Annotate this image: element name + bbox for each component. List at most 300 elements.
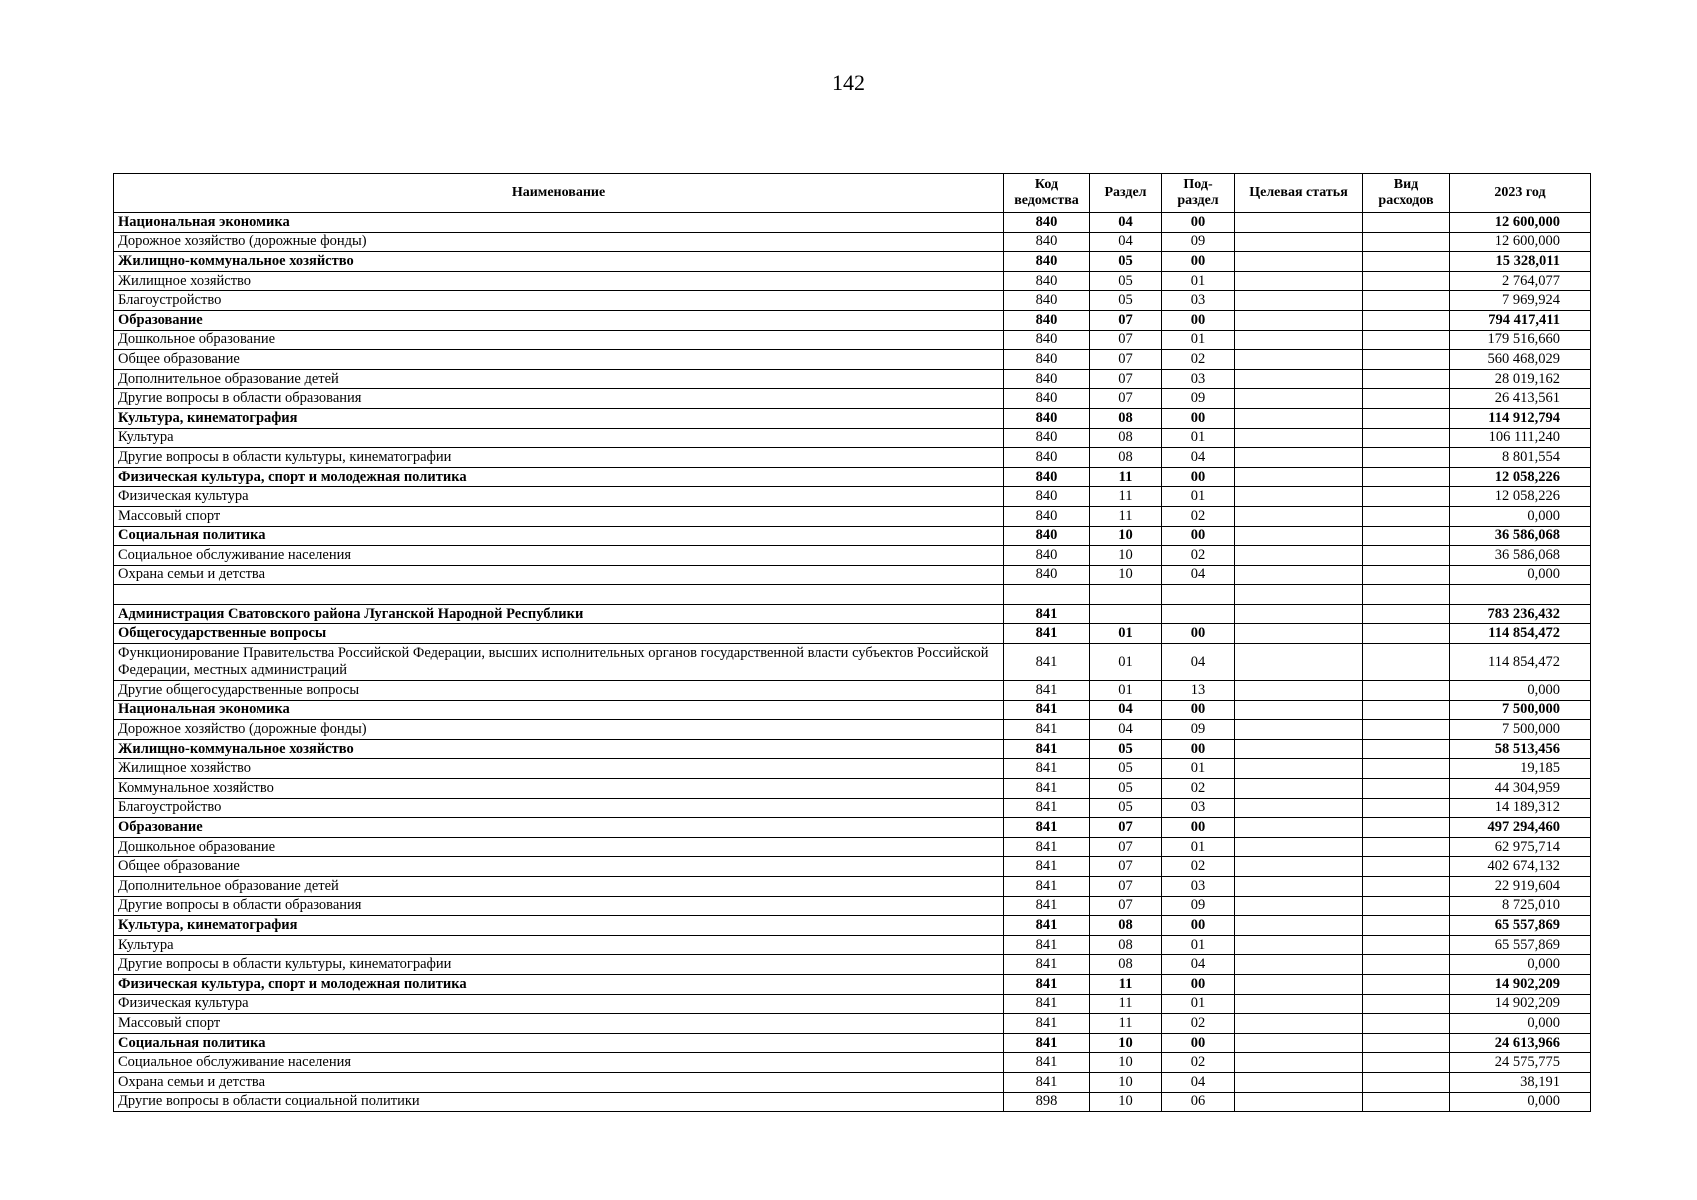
cell-subsection: 00: [1162, 252, 1235, 272]
cell-amount: 12 058,226: [1450, 487, 1591, 507]
cell-expense-type: [1363, 448, 1450, 468]
cell-name: Жилищно-коммунальное хозяйство: [114, 739, 1004, 759]
table-row: [114, 681, 1591, 701]
cell-subsection: 04: [1162, 1072, 1235, 1092]
cell-expense-type: [1363, 526, 1450, 546]
cell-dept-code: 840: [1004, 546, 1090, 566]
table-row: [114, 1072, 1591, 1092]
cell-expense-type: [1363, 1092, 1450, 1112]
cell-dept-code: [1004, 585, 1090, 605]
cell-target-article: [1235, 408, 1363, 428]
cell-target-article: [1235, 644, 1363, 681]
cell-dept-code: 840: [1004, 330, 1090, 350]
table-row: [114, 369, 1591, 389]
table-row: [114, 877, 1591, 897]
cell-subsection: 00: [1162, 739, 1235, 759]
table-row: [114, 916, 1591, 936]
cell-target-article: [1235, 232, 1363, 252]
cell-section: 11: [1090, 974, 1162, 994]
cell-dept-code: 841: [1004, 818, 1090, 838]
cell-expense-type: [1363, 681, 1450, 701]
cell-section: 04: [1090, 213, 1162, 233]
table-row: [114, 739, 1591, 759]
cell-section: 10: [1090, 1053, 1162, 1073]
cell-expense-type: [1363, 546, 1450, 566]
cell-expense-type: [1363, 994, 1450, 1014]
cell-section: 11: [1090, 467, 1162, 487]
cell-target-article: [1235, 739, 1363, 759]
cell-amount: 114 854,472: [1450, 644, 1591, 681]
cell-section: 08: [1090, 448, 1162, 468]
cell-section: 01: [1090, 681, 1162, 701]
cell-dept-code: 841: [1004, 877, 1090, 897]
cell-dept-code: 840: [1004, 350, 1090, 370]
cell-subsection: 02: [1162, 1014, 1235, 1034]
cell-dept-code: 841: [1004, 681, 1090, 701]
cell-dept-code: 840: [1004, 526, 1090, 546]
cell-expense-type: [1363, 955, 1450, 975]
table-header-row: [114, 174, 1591, 213]
cell-amount: 0,000: [1450, 681, 1591, 701]
cell-name: Дорожное хозяйство (дорожные фонды): [114, 232, 1004, 252]
cell-name: Физическая культура: [114, 994, 1004, 1014]
cell-amount: 14 902,209: [1450, 974, 1591, 994]
cell-target-article: [1235, 779, 1363, 799]
cell-subsection: 00: [1162, 624, 1235, 644]
cell-amount: 497 294,460: [1450, 818, 1591, 838]
table-row: [114, 389, 1591, 409]
cell-section: 11: [1090, 506, 1162, 526]
table-row: [114, 350, 1591, 370]
cell-name: Благоустройство: [114, 798, 1004, 818]
cell-target-article: [1235, 1053, 1363, 1073]
cell-name: Дополнительное образование детей: [114, 877, 1004, 897]
cell-name: Социальная политика: [114, 526, 1004, 546]
cell-target-article: [1235, 291, 1363, 311]
cell-section: 07: [1090, 350, 1162, 370]
cell-amount: 12 600,000: [1450, 213, 1591, 233]
header-dept-code: Код ведомства: [1004, 174, 1090, 213]
cell-section: 10: [1090, 1092, 1162, 1112]
cell-target-article: [1235, 720, 1363, 740]
table-row: [114, 506, 1591, 526]
cell-amount: 0,000: [1450, 565, 1591, 585]
cell-expense-type: [1363, 896, 1450, 916]
cell-amount: 2 764,077: [1450, 271, 1591, 291]
budget-table: [113, 173, 1591, 1112]
cell-section: 07: [1090, 369, 1162, 389]
cell-expense-type: [1363, 604, 1450, 624]
cell-amount: 15 328,011: [1450, 252, 1591, 272]
cell-amount: 24 613,966: [1450, 1033, 1591, 1053]
cell-subsection: 01: [1162, 271, 1235, 291]
cell-name: Культура, кинематография: [114, 916, 1004, 936]
cell-expense-type: [1363, 467, 1450, 487]
cell-subsection: 02: [1162, 350, 1235, 370]
cell-section: 04: [1090, 720, 1162, 740]
cell-section: 07: [1090, 818, 1162, 838]
cell-amount: 24 575,775: [1450, 1053, 1591, 1073]
cell-name: Культура, кинематография: [114, 408, 1004, 428]
cell-expense-type: [1363, 271, 1450, 291]
cell-expense-type: [1363, 935, 1450, 955]
cell-section: 11: [1090, 1014, 1162, 1034]
cell-subsection: 01: [1162, 837, 1235, 857]
cell-name: Дошкольное образование: [114, 330, 1004, 350]
cell-dept-code: 898: [1004, 1092, 1090, 1112]
cell-target-article: [1235, 448, 1363, 468]
cell-expense-type: [1363, 506, 1450, 526]
cell-subsection: 09: [1162, 389, 1235, 409]
cell-name: Другие вопросы в области культуры, кинематографии: [114, 448, 1004, 468]
cell-name: Социальная политика: [114, 1033, 1004, 1053]
table-row: [114, 624, 1591, 644]
cell-amount: 36 586,068: [1450, 526, 1591, 546]
cell-dept-code: 840: [1004, 408, 1090, 428]
cell-target-article: [1235, 896, 1363, 916]
cell-amount: 0,000: [1450, 1092, 1591, 1112]
cell-target-article: [1235, 350, 1363, 370]
cell-name: Физическая культура: [114, 487, 1004, 507]
cell-subsection: 04: [1162, 565, 1235, 585]
cell-subsection: 01: [1162, 330, 1235, 350]
cell-target-article: [1235, 955, 1363, 975]
cell-subsection: 00: [1162, 213, 1235, 233]
table-row: [114, 798, 1591, 818]
cell-target-article: [1235, 916, 1363, 936]
cell-name: Функционирование Правительства Российской Федерации, высших исполнительных органов государственной власти субъектов Российской Федерации, местных администраций: [114, 644, 1004, 681]
cell-amount: 58 513,456: [1450, 739, 1591, 759]
cell-subsection: 03: [1162, 877, 1235, 897]
cell-dept-code: 841: [1004, 779, 1090, 799]
cell-expense-type: [1363, 1072, 1450, 1092]
cell-name: Охрана семьи и детства: [114, 565, 1004, 585]
cell-dept-code: 840: [1004, 467, 1090, 487]
cell-target-article: [1235, 1092, 1363, 1112]
table-body: [114, 213, 1591, 1112]
cell-name: Культура: [114, 428, 1004, 448]
cell-section: 05: [1090, 291, 1162, 311]
cell-amount: 106 111,240: [1450, 428, 1591, 448]
cell-expense-type: [1363, 291, 1450, 311]
header-expense-type: Вид расходов: [1363, 174, 1450, 213]
cell-target-article: [1235, 759, 1363, 779]
cell-dept-code: 841: [1004, 955, 1090, 975]
cell-amount: 179 516,660: [1450, 330, 1591, 350]
cell-amount: 62 975,714: [1450, 837, 1591, 857]
cell-name: Другие вопросы в области образования: [114, 896, 1004, 916]
cell-amount: 114 912,794: [1450, 408, 1591, 428]
cell-dept-code: 840: [1004, 232, 1090, 252]
cell-expense-type: [1363, 877, 1450, 897]
cell-subsection: 01: [1162, 759, 1235, 779]
cell-section: 04: [1090, 700, 1162, 720]
cell-expense-type: [1363, 369, 1450, 389]
cell-name: Массовый спорт: [114, 1014, 1004, 1034]
table-row: [114, 857, 1591, 877]
cell-section: 10: [1090, 526, 1162, 546]
cell-amount: 783 236,432: [1450, 604, 1591, 624]
table-row: [114, 408, 1591, 428]
table-row: [114, 974, 1591, 994]
cell-target-article: [1235, 974, 1363, 994]
table-row: [114, 526, 1591, 546]
cell-section: 07: [1090, 896, 1162, 916]
cell-amount: 402 674,132: [1450, 857, 1591, 877]
cell-subsection: 04: [1162, 448, 1235, 468]
cell-target-article: [1235, 585, 1363, 605]
cell-subsection: 02: [1162, 1053, 1235, 1073]
cell-amount: 7 500,000: [1450, 700, 1591, 720]
cell-target-article: [1235, 389, 1363, 409]
cell-expense-type: [1363, 818, 1450, 838]
table-row: [114, 1053, 1591, 1073]
cell-amount: 19,185: [1450, 759, 1591, 779]
cell-expense-type: [1363, 624, 1450, 644]
cell-amount: 8 801,554: [1450, 448, 1591, 468]
cell-section: 04: [1090, 232, 1162, 252]
cell-target-article: [1235, 857, 1363, 877]
cell-expense-type: [1363, 565, 1450, 585]
cell-subsection: 00: [1162, 818, 1235, 838]
cell-section: 08: [1090, 955, 1162, 975]
cell-amount: 0,000: [1450, 1014, 1591, 1034]
cell-dept-code: 841: [1004, 644, 1090, 681]
cell-name: Администрация Сватовского района Луганской Народной Республики: [114, 604, 1004, 624]
cell-section: 05: [1090, 779, 1162, 799]
cell-dept-code: 841: [1004, 896, 1090, 916]
cell-section: 10: [1090, 546, 1162, 566]
header-subsection: Под-раздел: [1162, 174, 1235, 213]
cell-dept-code: 841: [1004, 916, 1090, 936]
cell-name: Благоустройство: [114, 291, 1004, 311]
cell-amount: 38,191: [1450, 1072, 1591, 1092]
cell-target-article: [1235, 700, 1363, 720]
cell-subsection: 00: [1162, 1033, 1235, 1053]
cell-amount: 44 304,959: [1450, 779, 1591, 799]
cell-dept-code: 840: [1004, 448, 1090, 468]
table-row: [114, 604, 1591, 624]
cell-dept-code: 841: [1004, 604, 1090, 624]
cell-subsection: 13: [1162, 681, 1235, 701]
cell-amount: 12 600,000: [1450, 232, 1591, 252]
cell-expense-type: [1363, 720, 1450, 740]
cell-amount: 0,000: [1450, 506, 1591, 526]
cell-expense-type: [1363, 350, 1450, 370]
table-row: [114, 994, 1591, 1014]
cell-target-article: [1235, 428, 1363, 448]
cell-section: 07: [1090, 877, 1162, 897]
cell-name: Дошкольное образование: [114, 837, 1004, 857]
cell-amount: [1450, 585, 1591, 605]
table-row: [114, 271, 1591, 291]
cell-section: 11: [1090, 994, 1162, 1014]
cell-amount: 28 019,162: [1450, 369, 1591, 389]
cell-subsection: 03: [1162, 798, 1235, 818]
cell-amount: 22 919,604: [1450, 877, 1591, 897]
cell-target-article: [1235, 526, 1363, 546]
cell-target-article: [1235, 565, 1363, 585]
cell-target-article: [1235, 837, 1363, 857]
cell-expense-type: [1363, 585, 1450, 605]
cell-section: 05: [1090, 739, 1162, 759]
table-row: [114, 1092, 1591, 1112]
cell-name: Общее образование: [114, 350, 1004, 370]
cell-amount: 7 969,924: [1450, 291, 1591, 311]
table-row: [114, 448, 1591, 468]
cell-amount: 560 468,029: [1450, 350, 1591, 370]
cell-target-article: [1235, 310, 1363, 330]
table-row: [114, 428, 1591, 448]
table-row: [114, 720, 1591, 740]
cell-name: [114, 585, 1004, 605]
cell-expense-type: [1363, 837, 1450, 857]
cell-amount: 65 557,869: [1450, 935, 1591, 955]
cell-subsection: 09: [1162, 232, 1235, 252]
table-row: [114, 759, 1591, 779]
cell-expense-type: [1363, 700, 1450, 720]
cell-name: Охрана семьи и детства: [114, 1072, 1004, 1092]
cell-dept-code: 840: [1004, 310, 1090, 330]
cell-expense-type: [1363, 408, 1450, 428]
table-row: [114, 818, 1591, 838]
cell-section: 05: [1090, 798, 1162, 818]
cell-dept-code: 841: [1004, 935, 1090, 955]
table-row: [114, 467, 1591, 487]
cell-target-article: [1235, 1072, 1363, 1092]
cell-subsection: 00: [1162, 916, 1235, 936]
cell-name: Жилищно-коммунальное хозяйство: [114, 252, 1004, 272]
cell-name: Социальное обслуживание населения: [114, 1053, 1004, 1073]
cell-subsection: 00: [1162, 467, 1235, 487]
cell-target-article: [1235, 271, 1363, 291]
cell-target-article: [1235, 546, 1363, 566]
table-row: [114, 232, 1591, 252]
cell-name: Культура: [114, 935, 1004, 955]
cell-subsection: 00: [1162, 974, 1235, 994]
header-target-article: Целевая статья: [1235, 174, 1363, 213]
table-row: [114, 585, 1591, 605]
cell-target-article: [1235, 798, 1363, 818]
cell-name: Общее образование: [114, 857, 1004, 877]
cell-dept-code: 841: [1004, 1014, 1090, 1034]
cell-target-article: [1235, 1033, 1363, 1053]
table-row: [114, 546, 1591, 566]
cell-target-article: [1235, 487, 1363, 507]
cell-target-article: [1235, 506, 1363, 526]
table-row: [114, 1033, 1591, 1053]
cell-target-article: [1235, 818, 1363, 838]
cell-target-article: [1235, 681, 1363, 701]
cell-target-article: [1235, 213, 1363, 233]
cell-name: Другие вопросы в области образования: [114, 389, 1004, 409]
cell-section: 05: [1090, 759, 1162, 779]
cell-amount: 114 854,472: [1450, 624, 1591, 644]
cell-dept-code: 840: [1004, 565, 1090, 585]
cell-name: Жилищное хозяйство: [114, 271, 1004, 291]
cell-section: 01: [1090, 624, 1162, 644]
cell-dept-code: 840: [1004, 428, 1090, 448]
cell-expense-type: [1363, 428, 1450, 448]
cell-amount: 36 586,068: [1450, 546, 1591, 566]
cell-expense-type: [1363, 916, 1450, 936]
cell-dept-code: 841: [1004, 739, 1090, 759]
cell-amount: 12 058,226: [1450, 467, 1591, 487]
cell-expense-type: [1363, 798, 1450, 818]
header-section: Раздел: [1090, 174, 1162, 213]
cell-amount: 7 500,000: [1450, 720, 1591, 740]
cell-section: 11: [1090, 487, 1162, 507]
cell-dept-code: 841: [1004, 798, 1090, 818]
cell-expense-type: [1363, 1053, 1450, 1073]
cell-dept-code: 841: [1004, 1033, 1090, 1053]
cell-amount: 0,000: [1450, 955, 1591, 975]
cell-target-article: [1235, 252, 1363, 272]
cell-subsection: 03: [1162, 369, 1235, 389]
cell-subsection: 02: [1162, 506, 1235, 526]
cell-section: [1090, 585, 1162, 605]
cell-target-article: [1235, 1014, 1363, 1034]
table-row: [114, 896, 1591, 916]
table-row: [114, 837, 1591, 857]
cell-section: 07: [1090, 857, 1162, 877]
cell-amount: 26 413,561: [1450, 389, 1591, 409]
cell-section: 05: [1090, 271, 1162, 291]
cell-dept-code: 841: [1004, 624, 1090, 644]
cell-subsection: 02: [1162, 857, 1235, 877]
table-row: [114, 330, 1591, 350]
cell-name: Социальное обслуживание населения: [114, 546, 1004, 566]
cell-dept-code: 841: [1004, 720, 1090, 740]
cell-expense-type: [1363, 310, 1450, 330]
cell-dept-code: 841: [1004, 759, 1090, 779]
cell-dept-code: 841: [1004, 857, 1090, 877]
cell-section: 07: [1090, 330, 1162, 350]
cell-dept-code: 840: [1004, 506, 1090, 526]
table-row: [114, 487, 1591, 507]
table-row: [114, 310, 1591, 330]
table-row: [114, 1014, 1591, 1034]
cell-section: 08: [1090, 935, 1162, 955]
cell-expense-type: [1363, 232, 1450, 252]
cell-name: Другие вопросы в области социальной политики: [114, 1092, 1004, 1112]
cell-subsection: 00: [1162, 526, 1235, 546]
cell-section: 08: [1090, 428, 1162, 448]
cell-subsection: 03: [1162, 291, 1235, 311]
cell-expense-type: [1363, 213, 1450, 233]
cell-subsection: 02: [1162, 546, 1235, 566]
cell-name: Другие вопросы в области культуры, кинематографии: [114, 955, 1004, 975]
cell-section: 07: [1090, 837, 1162, 857]
cell-section: [1090, 604, 1162, 624]
cell-target-article: [1235, 604, 1363, 624]
cell-expense-type: [1363, 1033, 1450, 1053]
cell-section: 08: [1090, 916, 1162, 936]
cell-expense-type: [1363, 974, 1450, 994]
cell-dept-code: 840: [1004, 369, 1090, 389]
cell-section: 05: [1090, 252, 1162, 272]
cell-name: Национальная экономика: [114, 213, 1004, 233]
cell-dept-code: 841: [1004, 837, 1090, 857]
cell-section: 01: [1090, 644, 1162, 681]
cell-dept-code: 841: [1004, 994, 1090, 1014]
table-row: [114, 700, 1591, 720]
table-row: [114, 565, 1591, 585]
cell-amount: 14 189,312: [1450, 798, 1591, 818]
header-year-2023: 2023 год: [1450, 174, 1591, 213]
cell-dept-code: 841: [1004, 1053, 1090, 1073]
cell-amount: 794 417,411: [1450, 310, 1591, 330]
